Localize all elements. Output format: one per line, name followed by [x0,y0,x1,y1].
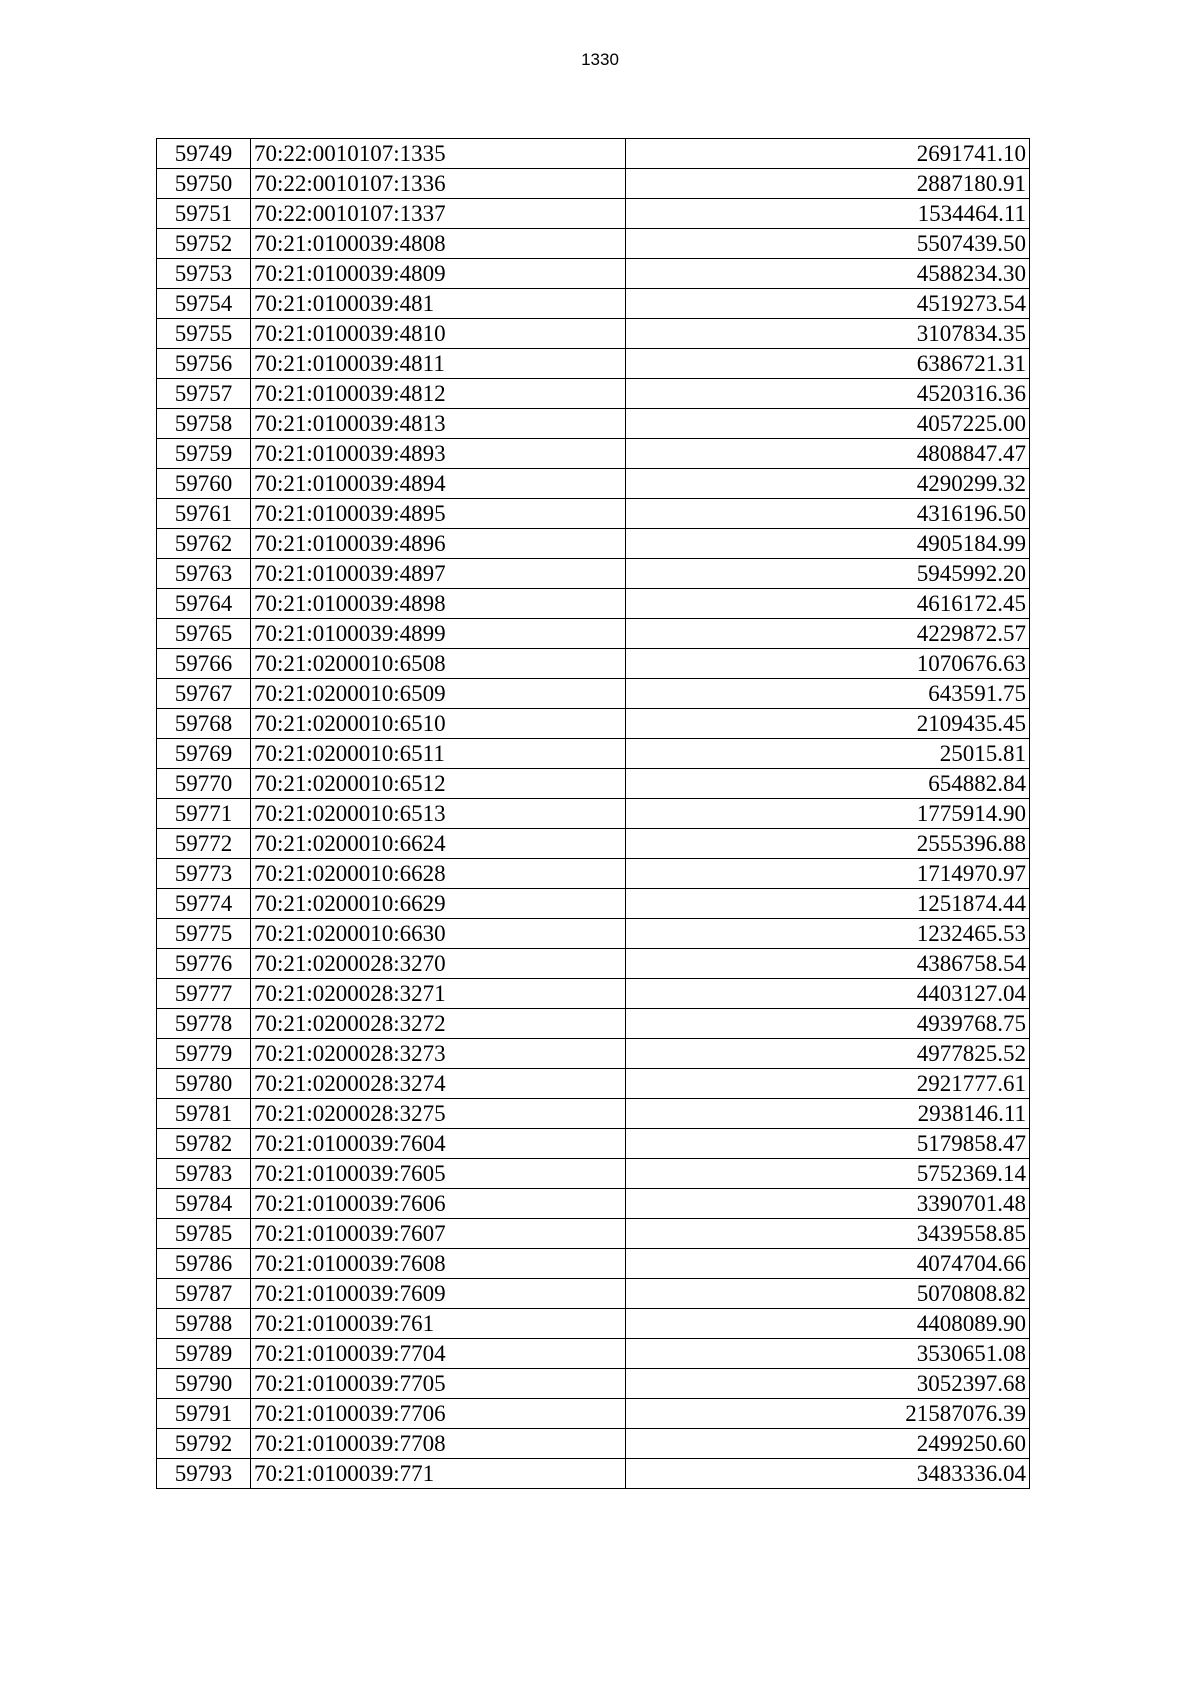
cadastral-number-cell: 70:21:0100039:4808 [251,229,626,259]
cadastral-number-cell: 70:21:0100039:4812 [251,379,626,409]
cadastral-number-cell: 70:21:0100039:4809 [251,259,626,289]
table-row [157,139,1030,169]
row-number-cell: 59761 [157,499,251,529]
cadastral-number-cell: 70:21:0200010:6629 [251,889,626,919]
cadastral-value-cell: 4588234.30 [626,259,1030,289]
row-number-cell: 59757 [157,379,251,409]
row-number-cell: 59777 [157,979,251,1009]
row-number-cell: 59766 [157,649,251,679]
cadastral-value-cell: 1251874.44 [626,889,1030,919]
table-row [157,1039,1030,1069]
cadastral-value-cell: 2555396.88 [626,829,1030,859]
table-row [157,229,1030,259]
cadastral-value-cell: 4057225.00 [626,409,1030,439]
cadastral-value-cell: 4229872.57 [626,619,1030,649]
cadastral-number-cell: 70:21:0100039:7604 [251,1129,626,1159]
table-row [157,949,1030,979]
table-row [157,1429,1030,1459]
table-row [157,1249,1030,1279]
row-number-cell: 59763 [157,559,251,589]
table-row [157,289,1030,319]
row-number-cell: 59749 [157,139,251,169]
cadastral-value-cell: 4408089.90 [626,1309,1030,1339]
cadastral-number-cell: 70:21:0100039:7705 [251,1369,626,1399]
cadastral-number-cell: 70:21:0200028:3275 [251,1099,626,1129]
table-row [157,889,1030,919]
table-row [157,1009,1030,1039]
cadastral-number-cell: 70:21:0100039:4899 [251,619,626,649]
row-number-cell: 59792 [157,1429,251,1459]
cadastral-value-cell: 4939768.75 [626,1009,1030,1039]
table-row [157,649,1030,679]
row-number-cell: 59782 [157,1129,251,1159]
cadastral-value-cell: 4386758.54 [626,949,1030,979]
cadastral-value-cell: 4520316.36 [626,379,1030,409]
row-number-cell: 59759 [157,439,251,469]
cadastral-number-cell: 70:21:0100039:4893 [251,439,626,469]
table-row [157,1399,1030,1429]
table-row [157,349,1030,379]
table-row [157,379,1030,409]
row-number-cell: 59762 [157,529,251,559]
row-number-cell: 59785 [157,1219,251,1249]
cadastral-number-cell: 70:21:0200028:3272 [251,1009,626,1039]
cadastral-value-cell: 1714970.97 [626,859,1030,889]
cadastral-value-cell: 1534464.11 [626,199,1030,229]
row-number-cell: 59780 [157,1069,251,1099]
table-row [157,919,1030,949]
cadastral-number-cell: 70:21:0100039:4897 [251,559,626,589]
table-row [157,979,1030,1009]
table-row [157,319,1030,349]
table-row [157,499,1030,529]
cadastral-value-cell: 5752369.14 [626,1159,1030,1189]
cadastral-number-cell: 70:21:0100039:761 [251,1309,626,1339]
cadastral-number-cell: 70:21:0100039:7605 [251,1159,626,1189]
table-row [157,709,1030,739]
table-row [157,469,1030,499]
table-row [157,1129,1030,1159]
cadastral-value-cell: 5179858.47 [626,1129,1030,1159]
row-number-cell: 59754 [157,289,251,319]
cadastral-number-cell: 70:21:0100039:4810 [251,319,626,349]
cadastral-number-cell: 70:21:0200028:3271 [251,979,626,1009]
cadastral-number-cell: 70:21:0200028:3273 [251,1039,626,1069]
cadastral-value-cell: 3107834.35 [626,319,1030,349]
cadastral-value-cell: 2921777.61 [626,1069,1030,1099]
cadastral-number-cell: 70:21:0100039:7606 [251,1189,626,1219]
row-number-cell: 59786 [157,1249,251,1279]
table-row [157,199,1030,229]
table-row [157,769,1030,799]
cadastral-value-cell: 4403127.04 [626,979,1030,1009]
row-number-cell: 59755 [157,319,251,349]
cadastral-value-cell: 4074704.66 [626,1249,1030,1279]
cadastral-number-cell: 70:21:0100039:4894 [251,469,626,499]
table-row [157,1219,1030,1249]
cadastral-number-cell: 70:22:0010107:1336 [251,169,626,199]
row-number-cell: 59778 [157,1009,251,1039]
row-number-cell: 59788 [157,1309,251,1339]
cadastral-value-cell: 4808847.47 [626,439,1030,469]
row-number-cell: 59771 [157,799,251,829]
cadastral-value-cell: 6386721.31 [626,349,1030,379]
row-number-cell: 59752 [157,229,251,259]
row-number-cell: 59790 [157,1369,251,1399]
table-row [157,169,1030,199]
cadastral-value-cell: 3483336.04 [626,1459,1030,1489]
cadastral-value-cell: 4290299.32 [626,469,1030,499]
table-row [157,409,1030,439]
table-row [157,859,1030,889]
table-row [157,1279,1030,1309]
table-row [157,259,1030,289]
cadastral-value-cell: 5945992.20 [626,559,1030,589]
cadastral-value-cell: 1775914.90 [626,799,1030,829]
row-number-cell: 59793 [157,1459,251,1489]
cadastral-number-cell: 70:21:0200010:6509 [251,679,626,709]
table-row [157,1069,1030,1099]
cadastral-value-cell: 2938146.11 [626,1099,1030,1129]
cadastral-value-cell: 3390701.48 [626,1189,1030,1219]
row-number-cell: 59789 [157,1339,251,1369]
row-number-cell: 59769 [157,739,251,769]
table-row [157,1309,1030,1339]
row-number-cell: 59765 [157,619,251,649]
table-row [157,1339,1030,1369]
cadastral-number-cell: 70:21:0100039:4896 [251,529,626,559]
row-number-cell: 59783 [157,1159,251,1189]
cadastral-number-cell: 70:21:0200028:3270 [251,949,626,979]
cadastral-number-cell: 70:21:0200010:6512 [251,769,626,799]
cadastral-value-table [156,138,1030,1489]
row-number-cell: 59774 [157,889,251,919]
table-row [157,1159,1030,1189]
cadastral-number-cell: 70:21:0100039:7609 [251,1279,626,1309]
cadastral-value-cell: 5070808.82 [626,1279,1030,1309]
row-number-cell: 59760 [157,469,251,499]
cadastral-number-cell: 70:21:0100039:4898 [251,589,626,619]
table-row [157,529,1030,559]
cadastral-number-cell: 70:21:0100039:7608 [251,1249,626,1279]
cadastral-value-cell: 2109435.45 [626,709,1030,739]
cadastral-value-cell: 4519273.54 [626,289,1030,319]
cadastral-number-cell: 70:21:0100039:7706 [251,1399,626,1429]
row-number-cell: 59756 [157,349,251,379]
table-row [157,739,1030,769]
row-number-cell: 59779 [157,1039,251,1069]
cadastral-number-cell: 70:21:0200010:6628 [251,859,626,889]
cadastral-value-cell: 4616172.45 [626,589,1030,619]
cadastral-number-cell: 70:21:0200010:6511 [251,739,626,769]
cadastral-value-cell: 654882.84 [626,769,1030,799]
row-number-cell: 59764 [157,589,251,619]
cadastral-value-cell: 25015.81 [626,739,1030,769]
cadastral-value-cell: 2499250.60 [626,1429,1030,1459]
cadastral-number-cell: 70:21:0100039:4811 [251,349,626,379]
row-number-cell: 59791 [157,1399,251,1429]
row-number-cell: 59781 [157,1099,251,1129]
page-number: 1330 [581,50,619,69]
cadastral-number-cell: 70:21:0100039:4813 [251,409,626,439]
cadastral-value-cell: 1070676.63 [626,649,1030,679]
cadastral-number-cell: 70:21:0100039:7607 [251,1219,626,1249]
row-number-cell: 59753 [157,259,251,289]
cadastral-value-cell: 4905184.99 [626,529,1030,559]
cadastral-number-cell: 70:22:0010107:1337 [251,199,626,229]
table-row [157,1369,1030,1399]
row-number-cell: 59773 [157,859,251,889]
cadastral-number-cell: 70:21:0100039:481 [251,289,626,319]
cadastral-number-cell: 70:21:0200010:6630 [251,919,626,949]
table-row [157,559,1030,589]
cadastral-value-cell: 4977825.52 [626,1039,1030,1069]
cadastral-number-cell: 70:22:0010107:1335 [251,139,626,169]
cadastral-number-cell: 70:21:0200010:6510 [251,709,626,739]
cadastral-value-cell: 21587076.39 [626,1399,1030,1429]
cadastral-number-cell: 70:21:0100039:4895 [251,499,626,529]
table-row [157,829,1030,859]
cadastral-value-cell: 3530651.08 [626,1339,1030,1369]
cadastral-number-cell: 70:21:0200010:6508 [251,649,626,679]
table-row [157,1459,1030,1489]
row-number-cell: 59776 [157,949,251,979]
cadastral-number-cell: 70:21:0200010:6513 [251,799,626,829]
cadastral-number-cell: 70:21:0200010:6624 [251,829,626,859]
table-row [157,439,1030,469]
cadastral-number-cell: 70:21:0100039:7704 [251,1339,626,1369]
row-number-cell: 59750 [157,169,251,199]
table-row [157,799,1030,829]
cadastral-value-cell: 4316196.50 [626,499,1030,529]
row-number-cell: 59775 [157,919,251,949]
cadastral-value-cell: 2887180.91 [626,169,1030,199]
table-body [157,139,1030,1489]
table-row [157,1099,1030,1129]
cadastral-value-cell: 3052397.68 [626,1369,1030,1399]
cadastral-number-cell: 70:21:0100039:7708 [251,1429,626,1459]
cadastral-value-cell: 5507439.50 [626,229,1030,259]
row-number-cell: 59787 [157,1279,251,1309]
row-number-cell: 59768 [157,709,251,739]
cadastral-value-cell: 2691741.10 [626,139,1030,169]
row-number-cell: 59751 [157,199,251,229]
row-number-cell: 59770 [157,769,251,799]
cadastral-value-cell: 643591.75 [626,679,1030,709]
cadastral-number-cell: 70:21:0200028:3274 [251,1069,626,1099]
row-number-cell: 59758 [157,409,251,439]
row-number-cell: 59772 [157,829,251,859]
cadastral-value-cell: 1232465.53 [626,919,1030,949]
table-row [157,619,1030,649]
row-number-cell: 59784 [157,1189,251,1219]
table-row [157,589,1030,619]
row-number-cell: 59767 [157,679,251,709]
cadastral-value-cell: 3439558.85 [626,1219,1030,1249]
table-row [157,679,1030,709]
table-row [157,1189,1030,1219]
cadastral-number-cell: 70:21:0100039:771 [251,1459,626,1489]
